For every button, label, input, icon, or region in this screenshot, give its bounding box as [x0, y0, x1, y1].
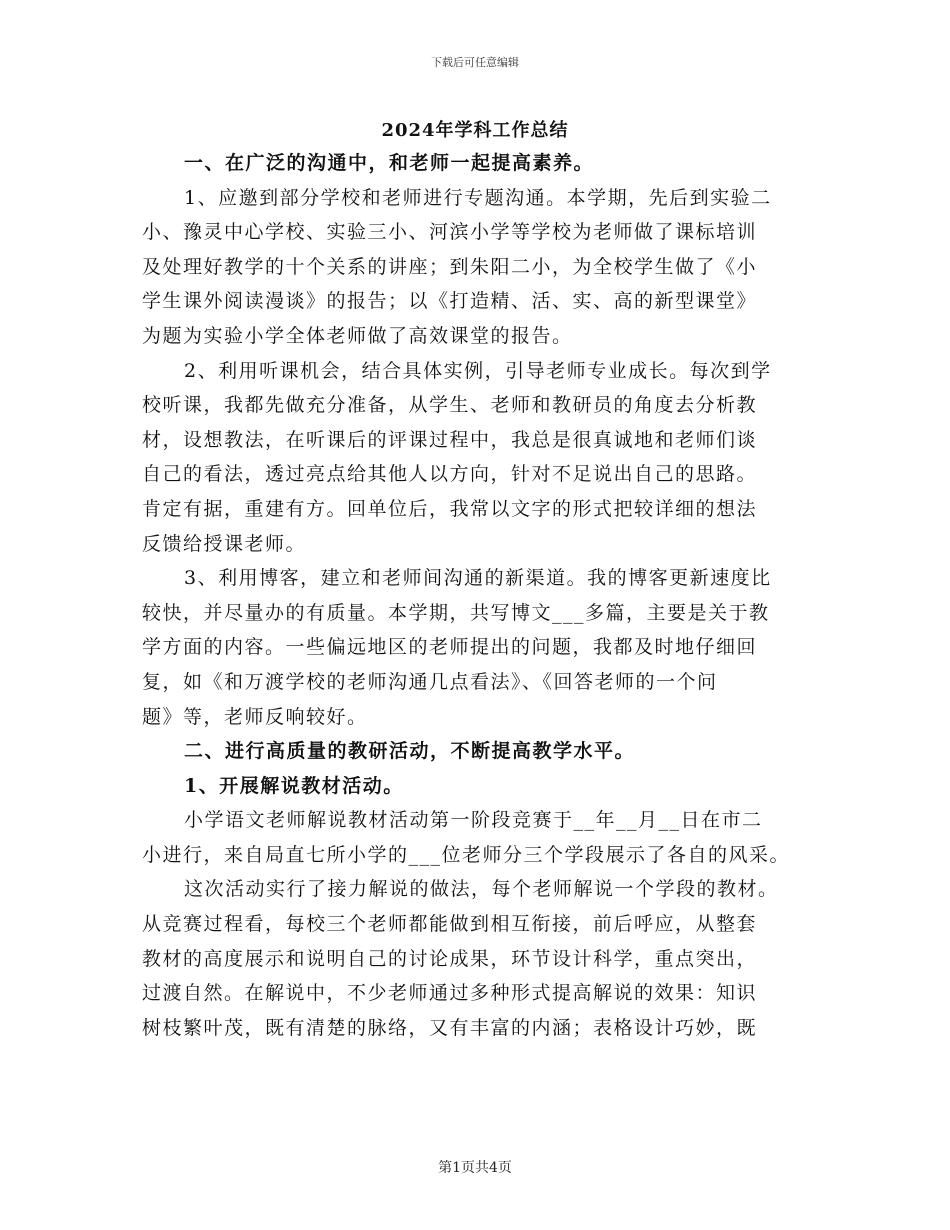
paragraph-line: 肯定有据，重建有方。回单位后，我常以文字的形式把较详细的想法 — [142, 497, 758, 520]
paragraph-line: 反馈给授课老师。 — [142, 532, 307, 555]
paragraph-line: 材，设想教法，在听课后的评课过程中，我总是很真诚地和老师们谈 — [142, 428, 758, 451]
paragraph-line: 题》等，老师反响较好。 — [142, 705, 368, 728]
paragraph-line: 及处理好教学的十个关系的讲座；到朱阳二小，为全校学生做了《小 — [142, 255, 758, 278]
section-heading-1: 一、在广泛的沟通中，和老师一起提高素养。 — [184, 152, 595, 174]
section-heading-2: 二、进行高质量的教研活动，不断提高教学水平。 — [184, 740, 636, 763]
paragraph-line: 小学语文老师解说教材活动第一阶段竞赛于__年__月__日在市二 — [184, 809, 763, 832]
paragraph-line: 教材的高度展示和说明自己的讨论成果，环节设计科学，重点突出， — [142, 947, 758, 970]
paragraph-line: 自己的看法，透过亮点给其他人以方向，针对不足说出自己的思路。 — [142, 463, 758, 486]
paragraph-line: 学生课外阅读漫谈》的报告；以《打造精、活、实、高的新型课堂》 — [142, 290, 758, 313]
paragraph-line: 1、应邀到部分学校和老师进行专题沟通。本学期，先后到实验二 — [184, 186, 772, 209]
paragraph-line: 小进行，来自局直七所小学的___位老师分三个学段展示了各自的风采。 — [142, 843, 791, 866]
paragraph-line: 3、利用博客，建立和老师间沟通的新渠道。我的博客更新速度比 — [184, 567, 772, 590]
paragraph-line: 较快，并尽量办的有质量。本学期，共写博文___多篇，主要是关于教 — [142, 601, 770, 624]
document-title: 2024年学科工作总结 — [381, 120, 569, 141]
paragraph-line: 过渡自然。在解说中，不少老师通过多种形式提高解说的效果：知识 — [142, 982, 758, 1005]
subsection-heading: 1、开展解说教材活动。 — [184, 774, 404, 797]
paragraph-line: 树枝繁叶茂，既有清楚的脉络，又有丰富的内涵；表格设计巧妙，既 — [142, 1016, 758, 1039]
paragraph-line: 2、利用听课机会，结合具体实例，引导老师专业成长。每次到学 — [184, 359, 772, 382]
paragraph-line: 校听课，我都先做充分准备，从学生、老师和教研员的角度去分析教 — [142, 394, 758, 417]
paragraph-line: 为题为实验小学全体老师做了高效课堂的报告。 — [142, 324, 573, 347]
paragraph-line: 这次活动实行了接力解说的做法，每个老师解说一个学段的教材。 — [184, 878, 779, 901]
page-footer: 第1页共4页 — [438, 1160, 512, 1176]
document-body — [142, 146, 812, 1045]
paragraph-line: 复，如《和万渡学校的老师沟通几点看法》、《回答老师的一个问 — [142, 670, 718, 693]
header-note: 下载后可任意编辑 — [431, 56, 519, 69]
paragraph-line: 从竞赛过程看，每校三个老师都能做到相互衔接，前后呼应，从整套 — [142, 913, 758, 936]
paragraph-line: 小、豫灵中心学校、实验三小、河滨小学等学校为老师做了课标培训 — [142, 221, 758, 244]
paragraph-line: 学方面的内容。一些偏远地区的老师提出的问题，我都及时地仔细回 — [142, 636, 758, 659]
